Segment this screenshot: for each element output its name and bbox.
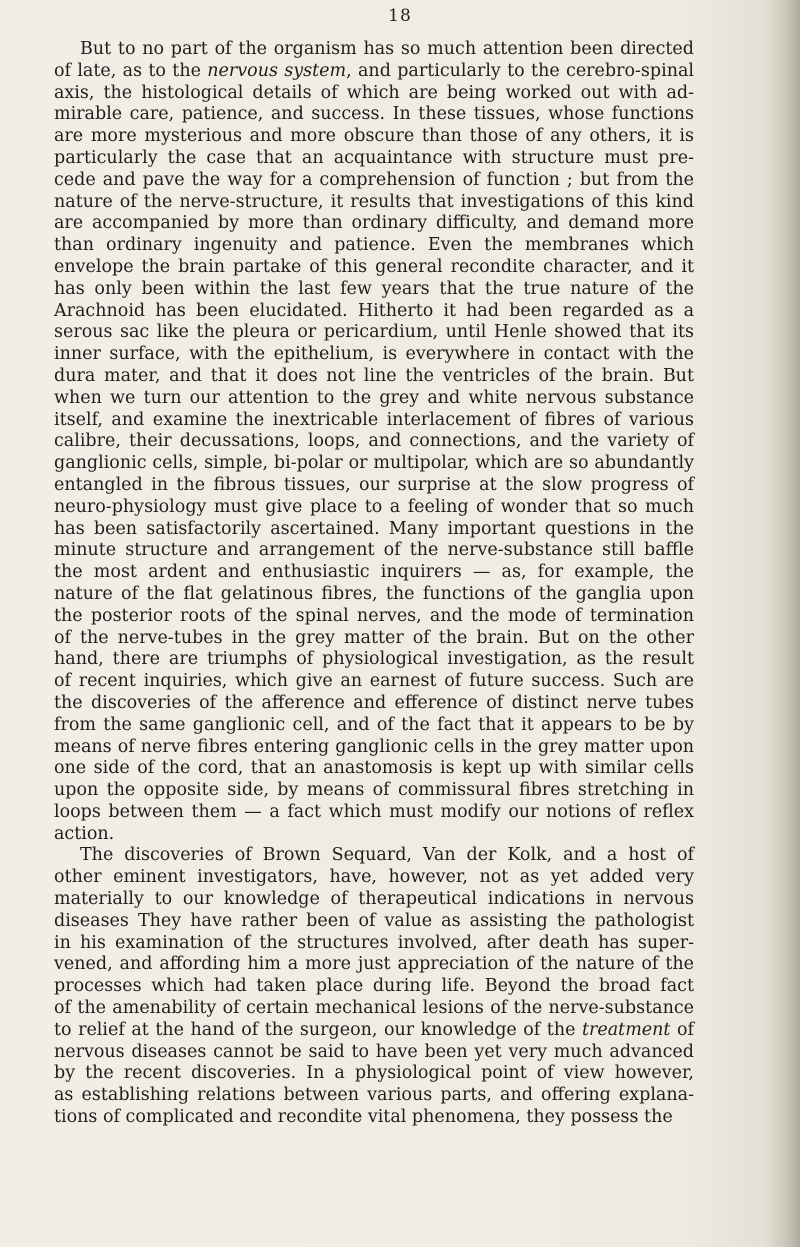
text-line: of recent inquiries, which give an earnest of future success. Such are <box>54 671 694 692</box>
text-line: minute structure and arrangement of the nerve-substance still baffle <box>54 540 694 561</box>
text-line: materially to our knowledge of therapeutical indications in nervous <box>54 889 694 910</box>
text-line: The discoveries of Brown Sequard, Van der Kolk, and a host of <box>80 845 694 866</box>
text-line: are accompanied by more than ordinary difficulty, and demand more <box>54 213 694 234</box>
text-line: hand, there are triumphs of physiological investigation, as the result <box>54 649 694 670</box>
text-line: nervous diseases cannot be said to have been yet very much advanced <box>54 1041 694 1062</box>
text-line: loops between them — a fact which must modify our notions of reflex <box>54 801 694 822</box>
text-line: than ordinary ingenuity and patience. Even the membranes which <box>54 235 694 256</box>
text-line: in his examination of the structures involved, after death has super- <box>54 932 694 953</box>
page-edge-shadow <box>766 0 800 1247</box>
text-line: inner surface, with the epithelium, is everywhere in contact with the <box>54 344 694 365</box>
text-line: of late, as to the nervous system, and particularly to the cerebro-spinal <box>54 60 695 81</box>
text-line: ganglionic cells, simple, bi-polar or multipolar, which are so abundantly <box>54 453 694 474</box>
text-line: nature of the nerve-structure, it results that investigations of this kind <box>54 191 694 212</box>
text-line: the discoveries of the afference and efference of distinct nerve tubes <box>54 692 694 713</box>
text-line: of the nerve-tubes in the grey matter of the brain. But on the other <box>54 627 694 648</box>
text-line: calibre, their decussations, loops, and connections, and the variety of <box>54 431 694 452</box>
text-line: envelope the brain partake of this general recondite character, and it <box>54 256 694 277</box>
text-line: the posterior roots of the spinal nerves, and the mode of termination <box>54 605 694 626</box>
text-line: axis, the histological details of which are being worked out with ad- <box>54 82 694 103</box>
text-line: one side of the cord, that an anastomosis is kept up with similar cells <box>54 758 694 779</box>
text-line: mirable care, patience, and success. In these tissues, whose functions <box>54 104 694 125</box>
text-line: neuro-physiology must give place to a feeling of wonder that so much <box>54 496 694 517</box>
text-line: action. <box>54 823 115 844</box>
text-line: the most ardent and enthusiastic inquirers — as, for example, the <box>54 562 694 583</box>
text-line: dura mater, and that it does not line the ventricles of the brain. But <box>54 365 694 386</box>
page-number: 18 <box>388 6 412 26</box>
text-line: diseases They have rather been of value as assisting the pathologist <box>54 910 694 931</box>
text-line: vened, and affording him a more just appreciation of the nature of the <box>54 954 694 975</box>
text-line: cede and pave the way for a comprehension of function ; but from the <box>54 169 694 190</box>
text-line: upon the opposite side, by means of commissural fibres stretching in <box>54 780 694 801</box>
text-line: has only been within the last few years that the true nature of the <box>54 278 694 299</box>
text-line: processes which had taken place during life. Beyond the broad fact <box>54 976 694 997</box>
text-line: by the recent discoveries. In a physiological point of view however, <box>54 1063 694 1084</box>
text-line: to relief at the hand of the surgeon, our knowledge of the treatment of <box>54 1019 694 1040</box>
text-line: from the same ganglionic cell, and of the fact that it appears to be by <box>54 714 694 735</box>
text-line: Arachnoid has been elucidated. Hitherto it had been regarded as a <box>54 300 694 321</box>
text-line: tions of complicated and recondite vital phenomena, they possess the <box>54 1107 673 1128</box>
text-line: serous sac like the pleura or pericardium, until Henle showed that its <box>54 322 694 343</box>
text-line: of the amenability of certain mechanical lesions of the nerve-substance <box>54 998 694 1019</box>
text-line: are more mysterious and more obscure than those of any others, it is <box>54 126 694 147</box>
text-line: nature of the flat gelatinous fibres, the functions of the ganglia upon <box>54 583 694 604</box>
text-line: means of nerve fibres entering ganglionic cells in the grey matter upon <box>54 736 694 757</box>
text-line: particularly the case that an acquaintance with structure must pre- <box>54 147 694 168</box>
text-line: other eminent investigators, have, however, not as yet added very <box>54 867 694 888</box>
text-line: when we turn our attention to the grey and white nervous substance <box>54 387 694 408</box>
text-line: has been satisfactorily ascertained. Many important questions in the <box>54 518 694 539</box>
text-line: entangled in the fibrous tissues, our surprise at the slow progress of <box>54 474 694 495</box>
text-line: But to no part of the organism has so much attention been directed <box>80 39 694 59</box>
text-line: itself, and examine the inextricable interlacement of fibres of various <box>54 409 694 430</box>
body-text <box>54 39 694 1129</box>
text-line: as establishing relations between various parts, and offering explana- <box>54 1085 694 1106</box>
